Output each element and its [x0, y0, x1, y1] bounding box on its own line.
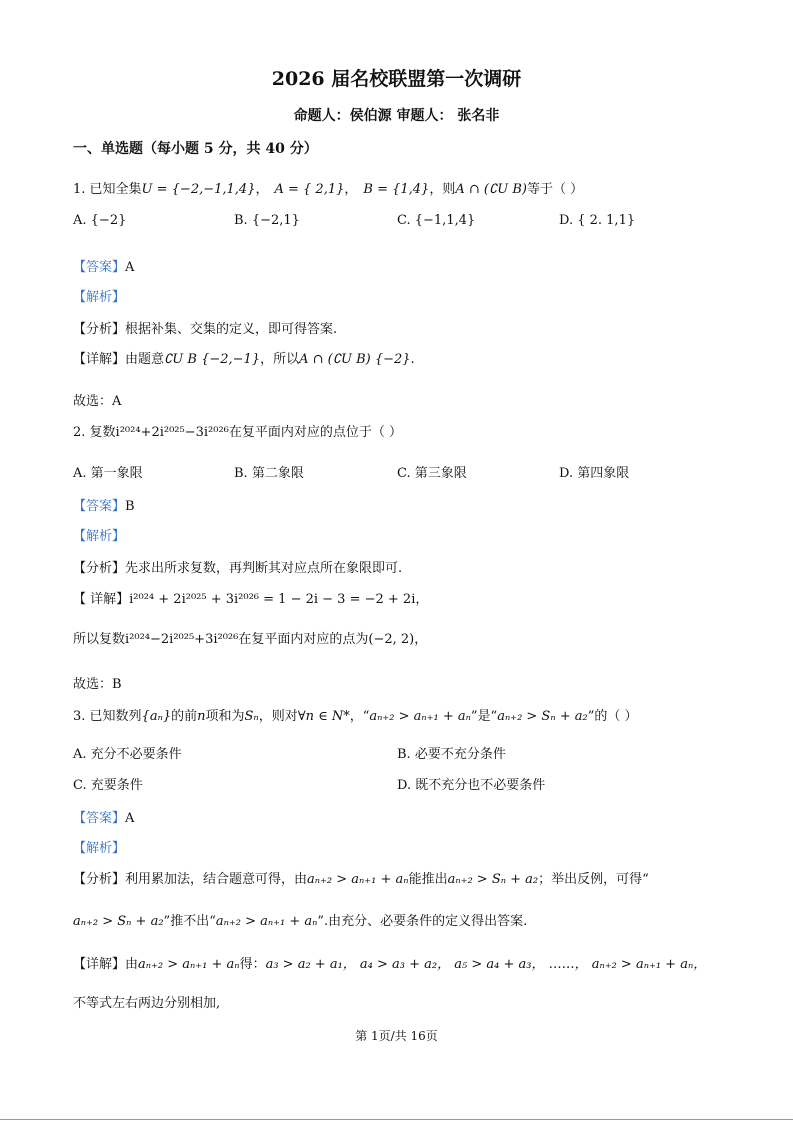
detail-expr: i²⁰²⁴−2i²⁰²⁵+3i²⁰²⁶ [125, 632, 239, 647]
q1-option-c: C. {−1,1,4} [397, 213, 476, 228]
q1-stem: 1. 已知全集U = {−2,−1,1,4}， A = { 2,1}， B = {1,4}，则A ∩ (∁U B)等于（ ） [73, 182, 584, 197]
q2-option-c: C. 第三象限 [397, 466, 467, 481]
q3-option-a: A. 充分不必要条件 [73, 747, 182, 762]
q1-number: 1. 已知全集 [73, 182, 142, 197]
q1-choice: 故选：A [73, 394, 122, 409]
q3-detail [73, 953, 706, 972]
q3-number: 3. 已知数列 [73, 709, 142, 724]
q3-text: 项和为 [205, 709, 245, 724]
q1-set-b: B = {1,4} [363, 182, 430, 197]
detail-math: a₃ > a₂ + a₁， a₄ > a₃ + a₂， a₅ > a₄ + a₃， ……， aₙ₊₂ > aₙ₊₁ + aₙ， [265, 957, 707, 972]
q3-math: aₙ₊₂ > Sₙ + a₂ [497, 709, 588, 724]
section-heading: 一、单选题（每小题 5 分，共 40 分） [73, 141, 318, 157]
q3-text: 的前 [171, 709, 198, 724]
q2-stem [73, 421, 402, 440]
fenxi-math: aₙ₊₂ > Sₙ + a₂ [73, 914, 164, 929]
q1-then: ，则 [429, 182, 456, 197]
q3-text: ，“ [349, 709, 370, 724]
analysis-tag: 【解析】 [73, 841, 126, 856]
q3-stem [73, 705, 638, 724]
detail-expr: (−2, 2) [368, 632, 415, 647]
q1-option-b: B. {−2,1} [234, 213, 300, 228]
q2-option-b: B. 第二象限 [234, 466, 304, 481]
q2-answer [73, 495, 135, 514]
detail-expr: A ∩ (∁U B) {−2} [299, 352, 411, 367]
q3-text: ”是“ [470, 709, 498, 724]
q3-math: n [197, 709, 206, 724]
fenxi-math: aₙ₊₂ > Sₙ + a₂ [447, 872, 539, 887]
fenxi-text: 能推出 [408, 872, 448, 887]
detail-expr: ∁U B {−2,−1} [164, 352, 261, 367]
detail-text: ，所以 [260, 352, 300, 367]
detail-text: ， [414, 632, 428, 647]
q3-math: {aₙ} [141, 709, 172, 724]
page-bottom-divider [0, 1119, 793, 1120]
q1-option-a: A. {−2} [73, 213, 127, 228]
fenxi-text: 利用累加法，结合题意可得，由 [125, 872, 308, 887]
fenxi-text: ”推不出“ [163, 914, 216, 929]
detail-text: 所以复数 [73, 632, 126, 647]
detail-text: . [410, 352, 415, 367]
q3-option-b: B. 必要不充分条件 [397, 747, 506, 762]
q3-math: Sₙ [244, 709, 259, 724]
q2-number: 2. 复数 [73, 425, 116, 440]
q3-text: ”的（ ） [587, 709, 638, 724]
q1-suffix: 等于（ ） [526, 182, 584, 197]
q2-detail-line2 [73, 628, 427, 647]
q1-set-u: U = {−2,−1,1,4} [141, 182, 256, 197]
detail-text: 得： [239, 957, 266, 972]
analysis-tag: 【解析】 [73, 290, 126, 305]
q1-answer [73, 256, 134, 275]
fenxi-tag: 【分析】 [73, 322, 126, 337]
answer-value: B [125, 499, 135, 514]
q3-option-c: C. 充要条件 [73, 778, 143, 793]
q1-fenxi [73, 318, 337, 337]
page-footer: 第 1页/共 16页 [355, 1029, 438, 1043]
q3-answer [73, 807, 134, 826]
fenxi-tag: 【分析】 [73, 872, 126, 887]
analysis-tag: 【解析】 [73, 529, 126, 544]
q2-suffix: 在复平面内对应的点位于（ ） [228, 425, 403, 440]
authors-line: 命题人：侯伯源 审题人： 张名非 [293, 108, 500, 124]
detail-text: 在复平面内对应的点为 [238, 632, 369, 647]
q2-detail [73, 588, 428, 607]
q2-fenxi [73, 557, 402, 576]
q3-option-d: D. 既不充分也不必要条件 [397, 778, 546, 793]
q1-set-a: A = { 2,1} [274, 182, 345, 197]
answer-value: A [125, 260, 135, 275]
q2-option-d: D. 第四象限 [559, 466, 630, 481]
detail-expr: i²⁰²⁴ + 2i²⁰²⁵ + 3i²⁰²⁶ = 1 − 2i − 3 = −2 + 2i， [129, 592, 429, 607]
q1-option-d: D. { 2. 1,1} [559, 213, 636, 228]
fenxi-text: ”.由充分、必要条件的定义得出答案. [317, 914, 528, 929]
q1-detail [73, 348, 415, 367]
fenxi-math: aₙ₊₂ > aₙ₊₁ + aₙ [215, 914, 318, 929]
fenxi-math: aₙ₊₂ > aₙ₊₁ + aₙ [307, 872, 409, 887]
answer-tag: 【答案】 [73, 499, 126, 514]
answer-value: A [125, 811, 135, 826]
detail-tag: 【详解】 [73, 957, 126, 972]
q3-fenxi [73, 868, 649, 887]
fenxi-text: 根据补集、交集的定义，即可得答案. [125, 322, 338, 337]
q3-fenxi-line2 [73, 910, 527, 929]
answer-tag: 【答案】 [73, 811, 126, 826]
detail-text: 由题意 [125, 352, 165, 367]
q3-last-line: 不等式左右两边分别相加, [73, 996, 221, 1011]
q2-expression: i²⁰²⁴+2i²⁰²⁵−3i²⁰²⁶ [115, 425, 229, 440]
q2-option-a: A. 第一象限 [73, 466, 143, 481]
fenxi-tag: 【分析】 [73, 561, 126, 576]
detail-tag: 【详解】 [73, 352, 126, 367]
answer-tag: 【答案】 [73, 260, 126, 275]
detail-text: 由 [125, 957, 139, 972]
q3-math: ∀n ∈ N* [297, 709, 350, 724]
q3-text: ，则对 [258, 709, 298, 724]
page-title: 2026 届名校联盟第一次调研 [271, 68, 522, 90]
q1-expression: A ∩ (∁U B) [455, 182, 527, 197]
q3-math: aₙ₊₂ > aₙ₊₁ + aₙ [369, 709, 471, 724]
detail-tag: 【 详解】 [73, 592, 130, 607]
q2-choice: 故选：B [73, 677, 122, 692]
fenxi-text: 先求出所求复数，再判断其对应点所在象限即可. [125, 561, 403, 576]
detail-math: aₙ₊₂ > aₙ₊₁ + aₙ [138, 957, 240, 972]
fenxi-text: ；举出反例，可得“ [538, 872, 649, 887]
